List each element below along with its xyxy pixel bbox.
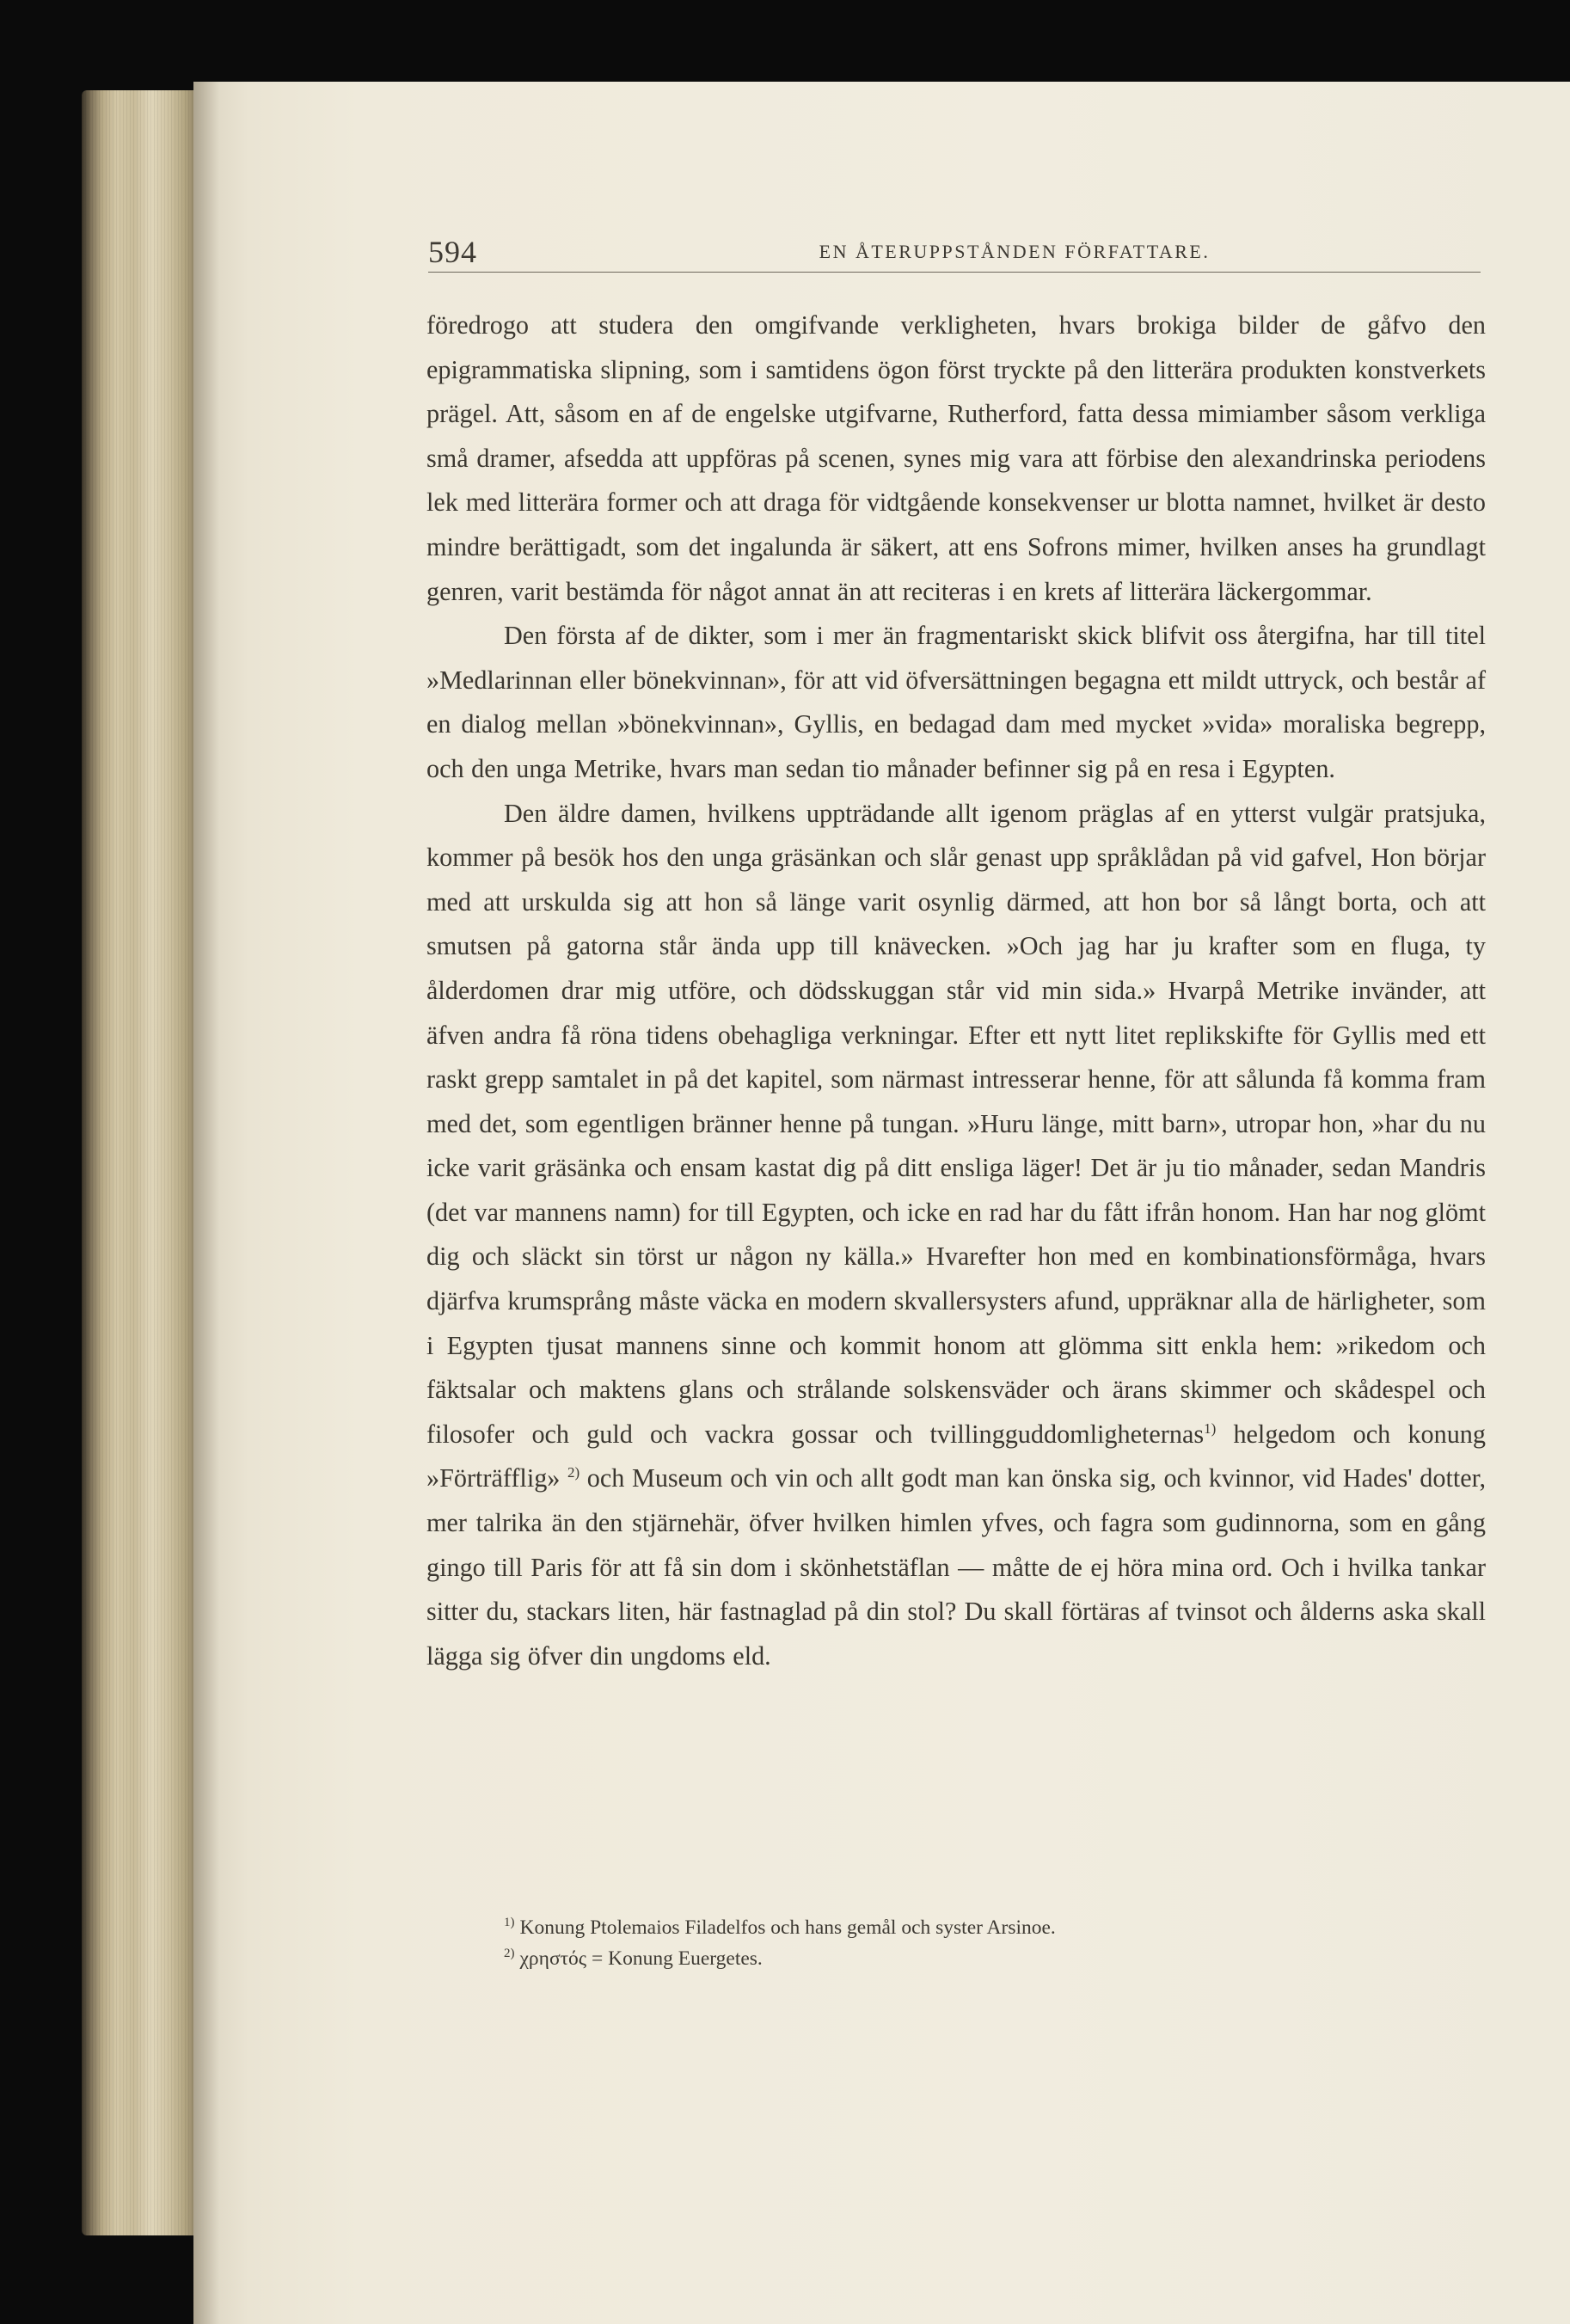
book-fore-edge xyxy=(82,90,198,2235)
footnote-reference: 1) xyxy=(1204,1420,1217,1437)
footnote xyxy=(504,1912,1450,1943)
footnote-marker-number: 1 xyxy=(504,1916,511,1930)
paragraph xyxy=(426,792,1486,1679)
footnote-marker: 2) xyxy=(504,1947,515,1961)
footnote-text: χρηστός = Konung Euergetes. xyxy=(519,1947,763,1970)
paragraph-text: Den äldre damen, hvilkens uppträdande allt igenom präglas af en ytterst vulgär pratsjuka, kommer på besök hos den unga gräsänkan och slår genast upp språklådan på vid gafvel, Hon börjar med att urskulda sig att hon så länge varit osynlig därmed, att hon bor så långt borta, och att smutsen på gatorna står ända upp till knävecken. »Och jag har ju krafter som en fluga, ty ålderdomen drar mig utföre, och dödsskuggan står vid min sida.» Hvarpå Metrike invänder, att äfven andra få röna tidens obehagliga verkningar. Efter ett nytt litet replikskifte för Gyllis med ett raskt grepp samtalet in på det kapitel, som närmast intresserar henne, för att sålunda få komma fram med det, som egentligen bränner henne på tungan. »Huru länge, mitt barn», utropar hon, »har du nu icke varit gräsänka och ensam kastat dig på ditt ensliga läger! Det är ju tio månader, sedan Mandris (det var mannens namn) for till Egypten, och icke en rad har du fått ifrån honom. Han har nog glömt dig och släckt sin törst ur någon ny källa.» Hvarefter hon med en kombinationsförmåga, hvars djärfva krumsprång måste väcka en modern skvallersysters afund, uppräknar alla de härligheter, som i Egypten tjusat mannens sinne och kommit honom att glömma sitt enkla hem: »rikedom och fäktsalar och maktens glans och strålande solskensväder och ärans skimmer och skådespel och filosofer och guld och vackra gossar och tvillingguddomligheternas xyxy=(426,798,1486,1449)
footnote xyxy=(504,1943,1450,1974)
page-header xyxy=(428,230,1481,273)
footnote-reference: 2) xyxy=(567,1464,580,1481)
running-head: EN ÅTERUPPSTÅNDEN FÖRFATTARE. xyxy=(819,241,1211,262)
footnote-reference-number: 1 xyxy=(1204,1420,1211,1437)
paragraph: föredrogo att studera den omgifvande verkligheten, hvars brokiga bilder de gåfvo den epigrammatiska slipning, som i samtidens ögon först tryckte på den litterära produkten konstverkets prägel. Att, såsom en af de engelske utgifvarne, Rutherford, fatta dessa mimiamber såsom verkliga små dramer, afsedda att uppföras på scenen, synes mig vara att förbise den alexandrinska periodens lek med litterära former och att draga för vidtgående konsekvenser ur blotta namnet, hvilket är desto mindre berättigadt, som det ingalunda är säkert, att ens Sofrons mimer, hvilken anses ha grundlagt genren, varit bestämda för något annat än att reciteras i en krets af litterära läckergommar. xyxy=(426,310,1486,606)
page-number: 594 xyxy=(428,235,477,269)
footnote-text: Konung Ptolemaios Filadelfos och hans gemål och syster Arsinoe. xyxy=(519,1916,1056,1939)
paragraph-text: och Museum och vin och allt godt man kan önska sig, och kvinnor, vid Hades' dotter, mer talrika än den stjärnehär, öfver hvilken himlen yfves, och fagra som gudinnorna, som en gång gingo till Paris för att få sin dom i skönhetstäflan — måtte de ej höra mina ord. Och i hvilka tankar sitter du, stackars liten, här fastnaglad på din stol? Du skall förtäras af tvinsot och ålderns aska skall lägga sig öfver din ungdoms eld. xyxy=(426,1463,1487,1671)
body-text xyxy=(426,304,1486,1678)
paragraph: Den första af de dikter, som i mer än fragmentariskt skick blifvit oss återgifna, har till titel »Medlarinnan eller bönekvinnan», för att vid öfversättningen begagna ett mildt uttryck, och består af en dialog mellan »bönekvinnan», Gyllis, en bedagad dam med mycket »vida» moraliska begrepp, och den unga Metrike, hvars man sedan tio månader befinner sig på en resa i Egypten. xyxy=(426,621,1486,783)
footnote-marker: 1) xyxy=(504,1916,515,1930)
paragraph-text: helgedom och konung »Förträfflig» xyxy=(426,1419,1486,1493)
footnote-reference-number: 2 xyxy=(567,1464,575,1481)
footnote-marker-number: 2 xyxy=(504,1947,511,1961)
footnotes xyxy=(504,1912,1450,1974)
